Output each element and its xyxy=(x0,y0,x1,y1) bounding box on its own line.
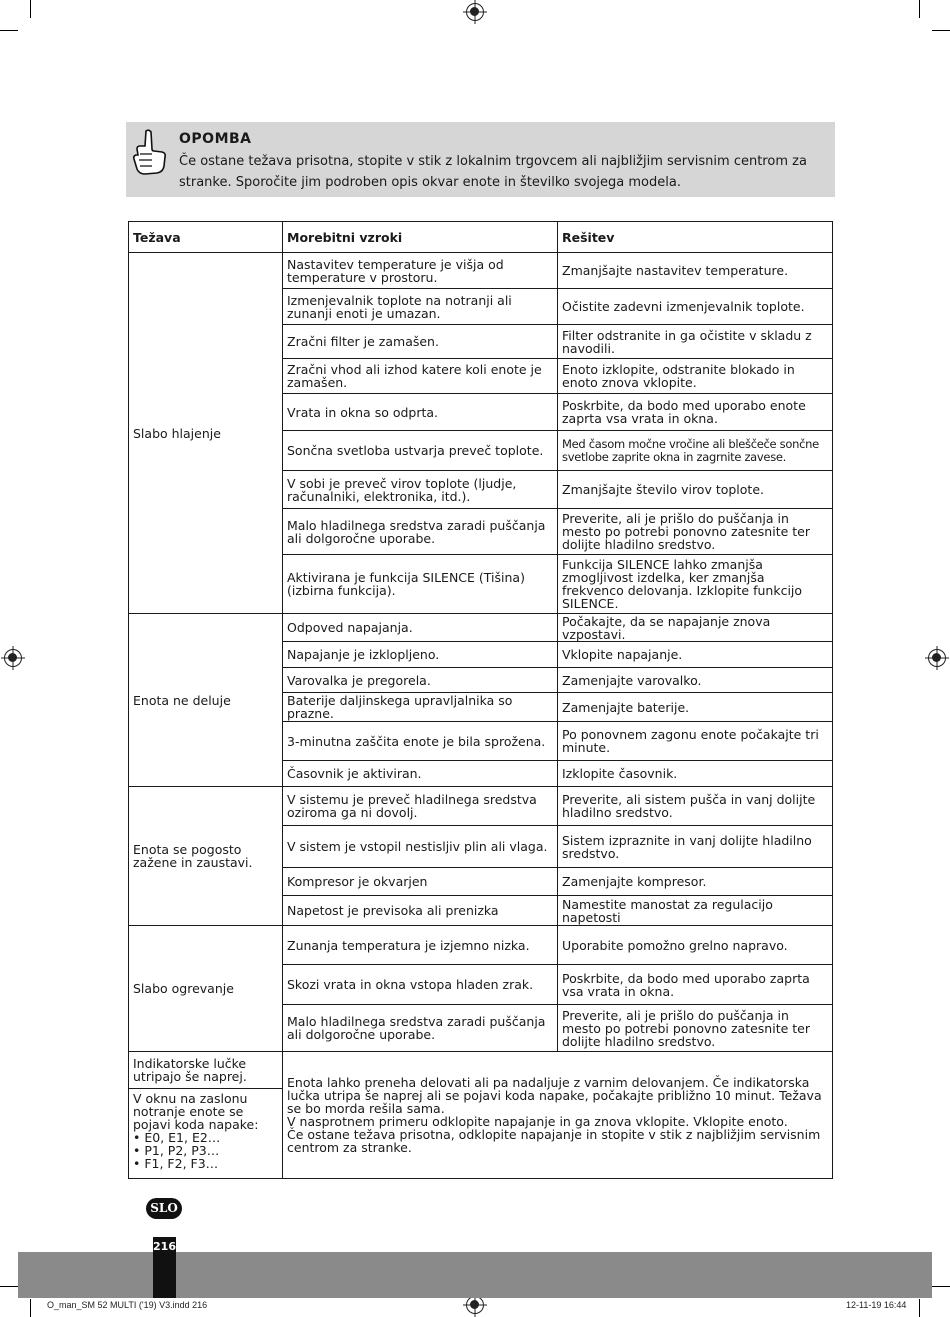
cause-cell: Varovalka je pregorela. xyxy=(283,668,558,693)
solution-cell: Poskrbite, da bodo med uporabo zaprta vsa vrata in okna. xyxy=(558,965,833,1005)
cause-cell: Odpoved napajanja. xyxy=(283,614,558,642)
language-badge: SLO xyxy=(146,1198,182,1219)
problem-cell: Slabo ogrevanje xyxy=(129,926,283,1052)
indicator-solution-text: Če ostane težava prisotna, odklopite napajanje in stopite v stik z najbližjim servisnim centrom za stranke. xyxy=(287,1127,821,1155)
cause-cell: Zunanja temperatura je izjemno nizka. xyxy=(283,926,558,965)
crop-mark xyxy=(919,0,920,18)
table-row xyxy=(129,787,833,826)
troubleshooting-table xyxy=(128,221,833,1179)
cause-cell: Kompresor je okvarjen xyxy=(283,868,558,896)
indicator-solution-cell xyxy=(283,1052,833,1179)
cause-cell: Napajanje je izklopljeno. xyxy=(283,642,558,668)
cause-cell: Nastavitev temperature je višja od temperature v prostoru. xyxy=(283,253,558,289)
page-number: 216 xyxy=(153,1240,176,1253)
registration-mark-icon xyxy=(928,649,946,667)
error-code-item: • F1, F2, F3… xyxy=(133,1156,219,1171)
problem-cell xyxy=(129,1089,283,1179)
problem-cell: Enota se pogosto zažene in zaustavi. xyxy=(129,787,283,926)
cause-cell: Baterije daljinskega upravljalnika so prazne. xyxy=(283,693,558,722)
solution-cell: Namestite manostat za regulacijo napetosti xyxy=(558,896,833,926)
problem-cell: Slabo hlajenje xyxy=(129,253,283,614)
table-header-row xyxy=(129,222,833,253)
header-solution: Rešitev xyxy=(558,222,833,253)
solution-cell: Počakajte, da se napajanje znova vzpostavi. xyxy=(558,614,833,642)
cause-cell: Napetost je previsoka ali prenizka xyxy=(283,896,558,926)
header-problem: Težava xyxy=(129,222,283,253)
table-row xyxy=(129,253,833,289)
solution-cell: Preverite, ali je prišlo do puščanja in mesto po potrebi ponovno zatesnite ter dolijte hladilno sredstvo. xyxy=(558,509,833,555)
note-title: OPOMBA xyxy=(179,131,252,147)
cause-cell: 3-minutna zaščita enote je bila sprožena. xyxy=(283,722,558,761)
slug-date: 12-11-19 16:44 xyxy=(846,1300,907,1310)
solution-cell: Izklopite časovnik. xyxy=(558,761,833,787)
solution-cell: Preverite, ali je prišlo do puščanja in mesto po potrebi ponovno zatesnite ter dolijte hladilno sredstvo. xyxy=(558,1005,833,1052)
registration-mark-icon xyxy=(466,3,484,21)
solution-cell: Preverite, ali sistem pušča in vanj dolijte hladilno sredstvo. xyxy=(558,787,833,826)
crop-mark xyxy=(0,30,18,31)
solution-cell: Funkcija SILENCE lahko zmanjša zmogljivost izdelka, ker zmanjša frekvenco delovanja. Izklopite funkcijo SILENCE. xyxy=(558,555,833,614)
solution-cell: Enoto izklopite, odstranite blokado in enoto znova vklopite. xyxy=(558,359,833,394)
cause-cell: V sistemu je preveč hladilnega sredstva oziroma ga ni dovolj. xyxy=(283,787,558,826)
problem-cell: Enota ne deluje xyxy=(129,614,283,787)
note-text: Če ostane težava prisotna, stopite v stik z lokalnim trgovcem ali najbližjim servisnim centrom za stranke. Sporočite jim podroben opis okvar enote in številko svojega modela. xyxy=(179,154,807,190)
indicator-solution-text: Enota lahko preneha delovati ali pa nadaljuje z varnim delovanjem. Če indikatorska lučka utripa še naprej ali se pojavi koda napake, počakajte približno 10 minut. Težava se bo morda rešila sama. xyxy=(287,1075,822,1116)
solution-cell: Po ponovnem zagonu enote počakajte tri minute. xyxy=(558,722,833,761)
solution-cell: Zamenjajte baterije. xyxy=(558,693,833,722)
error-code-intro: V oknu na zaslonu notranje enote se pojavi koda napake: xyxy=(133,1091,259,1132)
registration-mark-icon xyxy=(4,649,22,667)
pointing-hand-icon xyxy=(132,128,168,176)
solution-cell: Uporabite pomožno grelno napravo. xyxy=(558,926,833,965)
cause-cell: Aktivirana je funkcija SILENCE (Tišina) (izbirna funkcija). xyxy=(283,555,558,614)
solution-cell: Filter odstranite in ga očistite v skladu z navodili. xyxy=(558,325,833,359)
solution-cell: Sistem izpraznite in vanj dolijte hladilno sredstvo. xyxy=(558,826,833,868)
solution-cell: Zmanjšajte število virov toplote. xyxy=(558,471,833,509)
solution-cell: Vklopite napajanje. xyxy=(558,642,833,668)
cause-cell: Malo hladilnega sredstva zaradi puščanja ali dolgoročne uporabe. xyxy=(283,1005,558,1052)
crop-mark xyxy=(0,1286,18,1287)
cause-cell: Časovnik je aktiviran. xyxy=(283,761,558,787)
error-code-item: • P1, P2, P3… xyxy=(133,1143,220,1158)
problem-cell: Indikatorske lučke utripajo še naprej. xyxy=(129,1052,283,1089)
header-cause: Morebitni vzroki xyxy=(283,222,558,253)
crop-mark xyxy=(30,1299,31,1317)
solution-cell: Očistite zadevni izmenjevalnik toplote. xyxy=(558,289,833,325)
solution-cell: Med časom močne vročine ali bleščeče sončne svetlobe zaprite okna in zagrnite zavese. xyxy=(558,431,833,471)
error-code-item: • E0, E1, E2… xyxy=(133,1130,221,1145)
cause-cell: Malo hladilnega sredstva zaradi puščanja ali dolgoročne uporabe. xyxy=(283,509,558,555)
cause-cell: Zračni vhod ali izhod katere koli enote je zamašen. xyxy=(283,359,558,394)
cause-cell: V sobi je preveč virov toplote (ljudje, računalniki, elektronika, itd.). xyxy=(283,471,558,509)
cause-cell: Zračni filter je zamašen. xyxy=(283,325,558,359)
solution-cell: Zmanjšajte nastavitev temperature. xyxy=(558,253,833,289)
cause-cell: Skozi vrata in okna vstopa hladen zrak. xyxy=(283,965,558,1005)
solution-cell: Zamenjajte kompresor. xyxy=(558,868,833,896)
crop-mark xyxy=(30,0,31,18)
cause-cell: V sistem je vstopil nestisljiv plin ali vlaga. xyxy=(283,826,558,868)
cause-cell: Sončna svetloba ustvarja preveč toplote. xyxy=(283,431,558,471)
crop-mark xyxy=(919,1299,920,1317)
solution-cell: Poskrbite, da bodo med uporabo enote zaprta vsa vrata in okna. xyxy=(558,394,833,431)
solution-cell: Zamenjajte varovalko. xyxy=(558,668,833,693)
indicator-solution-text: V nasprotnem primeru odklopite napajanje in ga znova vklopite. Vklopite enoto. xyxy=(287,1114,788,1129)
crop-mark xyxy=(932,1286,950,1287)
cause-cell: Vrata in okna so odprta. xyxy=(283,394,558,431)
registration-mark-icon xyxy=(466,1296,484,1314)
slug-filename: O_man_SM 52 MULTI ('19) V3.indd 216 xyxy=(47,1300,208,1310)
table-row xyxy=(129,1052,833,1089)
table-row xyxy=(129,926,833,965)
note-box xyxy=(126,122,835,197)
table-row xyxy=(129,614,833,642)
crop-mark xyxy=(932,30,950,31)
cause-cell: Izmenjevalnik toplote na notranji ali zunanji enoti je umazan. xyxy=(283,289,558,325)
